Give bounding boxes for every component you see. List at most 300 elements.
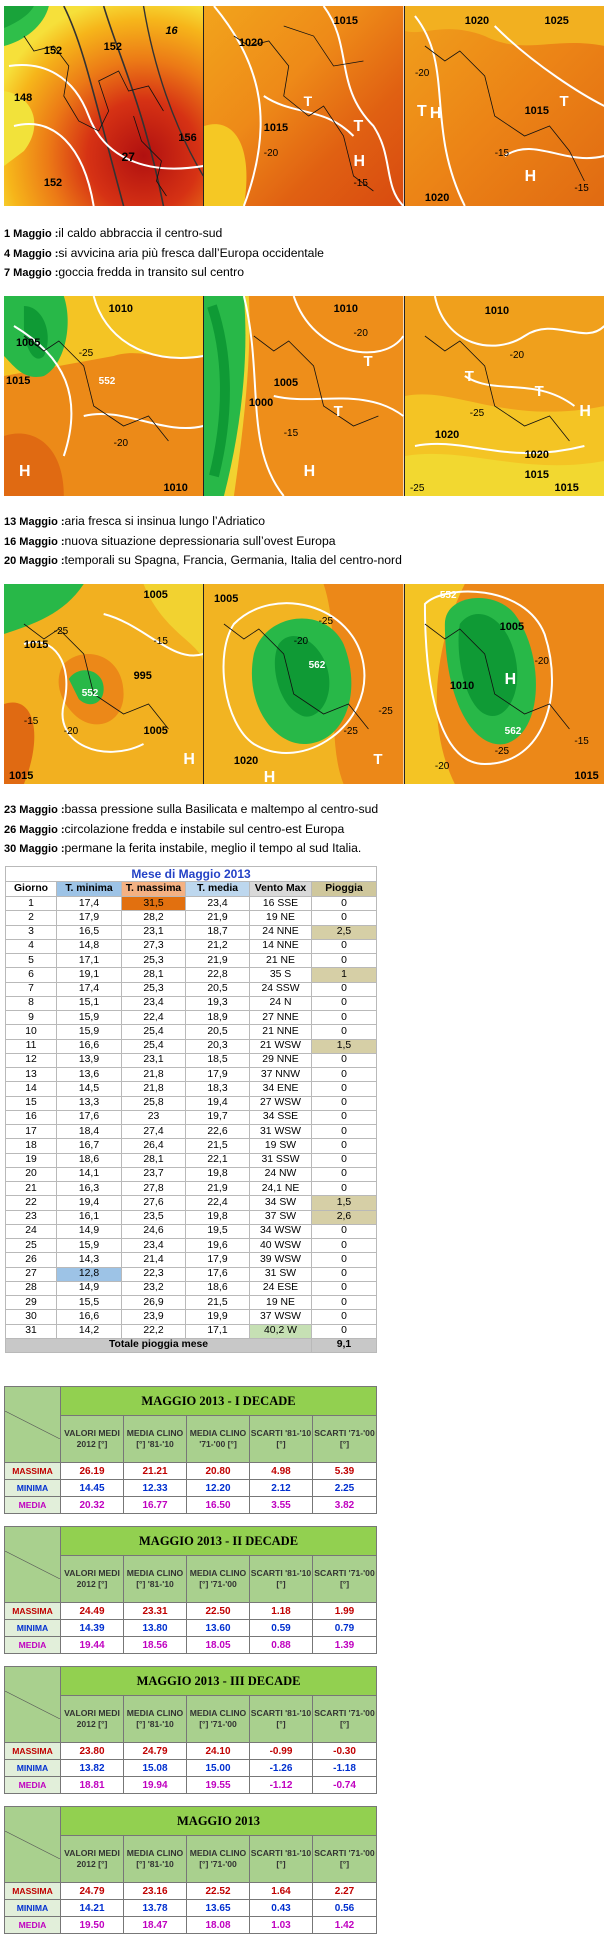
table-cell: 13.65 — [187, 1900, 250, 1917]
table-cell: 20 — [6, 1167, 57, 1181]
table-cell: 31 SSW — [250, 1153, 312, 1167]
table-cell: 20,5 — [186, 1025, 250, 1039]
svg-text:552: 552 — [439, 589, 457, 602]
caption-block-2 — [4, 512, 604, 571]
table-cell: 17,4 — [57, 897, 122, 911]
caption-block-3 — [4, 800, 604, 859]
svg-text:-15: -15 — [353, 177, 369, 190]
svg-text:-25: -25 — [343, 725, 359, 738]
table-cell: 17,9 — [186, 1253, 250, 1267]
table-cell: 15.08 — [124, 1760, 187, 1777]
table-cell: 13.60 — [187, 1620, 250, 1637]
table-cell: 39 WSW — [250, 1253, 312, 1267]
table-cell: 11 — [6, 1039, 57, 1053]
table-cell: 24 NNE — [250, 925, 312, 939]
row-label: MINIMA — [5, 1900, 61, 1917]
table-row — [6, 1224, 377, 1238]
table-row — [6, 1011, 377, 1025]
table-cell: 23,4 — [186, 897, 250, 911]
map-30-maggio — [405, 584, 604, 784]
table-cell: 16,6 — [57, 1039, 122, 1053]
table-cell: 14,1 — [57, 1167, 122, 1181]
decade-title: MAGGIO 2013 - III DECADE — [61, 1667, 377, 1696]
decade-title: MAGGIO 2013 - I DECADE — [61, 1387, 377, 1416]
svg-text:-20: -20 — [294, 635, 309, 648]
table-cell: 17,1 — [186, 1324, 250, 1338]
table-cell: 23.31 — [124, 1603, 187, 1620]
col-header: MEDIA CLINO [°] '81-'10 — [124, 1556, 187, 1603]
table-row — [5, 1480, 377, 1497]
caption-line: 30 Maggio :permane la ferita instabile, meglio il tempo al sud Italia. — [4, 841, 362, 855]
table-corner — [5, 1667, 61, 1743]
table-cell: 0 — [312, 1224, 377, 1238]
table-cell: 14,2 — [57, 1324, 122, 1338]
table-cell: 23,1 — [122, 925, 186, 939]
svg-text:1010: 1010 — [163, 481, 188, 495]
row-label: MEDIA — [5, 1777, 61, 1794]
table-cell: 22.50 — [187, 1603, 250, 1620]
table-row — [6, 954, 377, 968]
table-cell: 26,4 — [122, 1139, 186, 1153]
table-cell: 0 — [312, 1267, 377, 1281]
table-cell: 18 — [6, 1139, 57, 1153]
caption-line: 13 Maggio :aria fresca si insinua lungo l’Adriatico — [4, 514, 266, 528]
table-row — [6, 968, 377, 982]
table-cell: 19 NE — [250, 911, 312, 925]
svg-text:1020: 1020 — [234, 754, 259, 768]
svg-text:1020: 1020 — [464, 14, 489, 28]
svg-text:-25: -25 — [409, 482, 425, 495]
table-cell: 18,7 — [186, 925, 250, 939]
svg-text:-25: -25 — [318, 615, 334, 628]
table-cell: 2,6 — [312, 1210, 377, 1224]
caption-line: 7 Maggio :goccia fredda in transito sul centro — [4, 265, 245, 279]
table-cell: 21,9 — [186, 911, 250, 925]
table-cell: 19,1 — [57, 968, 122, 982]
table-cell: 0 — [312, 911, 377, 925]
table-cell: 18,6 — [186, 1281, 250, 1295]
table-cell: 20,5 — [186, 982, 250, 996]
table-cell: 24.79 — [124, 1743, 187, 1760]
table-row — [6, 982, 377, 996]
table-cell: 13.78 — [124, 1900, 187, 1917]
table-cell: 3 — [6, 925, 57, 939]
table-cell: 21.21 — [124, 1463, 187, 1480]
table-cell: 3.55 — [250, 1497, 313, 1514]
table-cell: 18.47 — [124, 1917, 187, 1934]
table-cell: 37 NNW — [250, 1068, 312, 1082]
table-cell: 20,3 — [186, 1039, 250, 1053]
table-cell: 18,5 — [186, 1053, 250, 1067]
table-cell: 0 — [312, 982, 377, 996]
table-cell: 12.33 — [124, 1480, 187, 1497]
table-cell: 29 — [6, 1296, 57, 1310]
table-cell: 22,4 — [186, 1196, 250, 1210]
svg-text:-25: -25 — [469, 407, 484, 420]
table-cell: 28 — [6, 1281, 57, 1295]
table-cell: 40,2 W — [250, 1324, 312, 1338]
svg-text:152: 152 — [43, 44, 63, 58]
table-cell: 16.77 — [124, 1497, 187, 1514]
table-cell: 12 — [6, 1053, 57, 1067]
svg-text:-15: -15 — [574, 735, 589, 748]
table-cell: 13,3 — [57, 1096, 122, 1110]
row-label: MINIMA — [5, 1760, 61, 1777]
svg-text:T: T — [303, 92, 313, 110]
table-row — [6, 1167, 377, 1181]
table-row — [6, 1025, 377, 1039]
table-cell: 23,5 — [122, 1210, 186, 1224]
col-header: SCARTI '71-'00 [°] — [313, 1556, 377, 1603]
table-cell: 23,2 — [122, 1281, 186, 1295]
table-cell: 0 — [312, 1068, 377, 1082]
table-cell: 1.18 — [250, 1603, 313, 1620]
table-cell: 19,4 — [57, 1196, 122, 1210]
table-row — [5, 1463, 377, 1480]
table-cell: 19,8 — [186, 1210, 250, 1224]
monthly-table-header — [6, 882, 377, 897]
table-row — [6, 1296, 377, 1310]
table-cell: 19,3 — [186, 996, 250, 1010]
table-cell: 17,1 — [57, 954, 122, 968]
table-cell: 15,9 — [57, 1011, 122, 1025]
table-cell: 0 — [312, 1011, 377, 1025]
table-cell: 25,4 — [122, 1025, 186, 1039]
table-cell: 26 — [6, 1253, 57, 1267]
table-row — [6, 1053, 377, 1067]
table-cell: 15,9 — [57, 1025, 122, 1039]
table-cell: 23.80 — [61, 1743, 124, 1760]
table-row — [6, 1267, 377, 1281]
decade-table — [4, 1526, 377, 1654]
table-cell: 0 — [312, 1281, 377, 1295]
svg-text:1015: 1015 — [23, 638, 49, 652]
svg-text:562: 562 — [504, 725, 521, 738]
table-cell: 31 WSW — [250, 1125, 312, 1139]
monthly-table-title: Mese di Maggio 2013 — [6, 867, 377, 882]
table-row — [6, 1310, 377, 1324]
table-row — [5, 1497, 377, 1514]
table-row — [6, 1196, 377, 1210]
table-cell: 14,3 — [57, 1253, 122, 1267]
table-cell: 1,5 — [312, 1039, 377, 1053]
table-row — [5, 1917, 377, 1934]
svg-text:T: T — [333, 402, 344, 421]
table-row — [6, 1139, 377, 1153]
table-cell: 0 — [312, 1239, 377, 1253]
svg-text:1000: 1000 — [249, 396, 274, 410]
col-header: Pioggia — [312, 882, 377, 897]
table-cell: -1.12 — [250, 1777, 313, 1794]
table-row — [6, 911, 377, 925]
table-cell: 14,9 — [57, 1281, 122, 1295]
table-cell: 16,6 — [57, 1310, 122, 1324]
table-cell: 19 NE — [250, 1296, 312, 1310]
table-cell: 25,3 — [122, 982, 186, 996]
table-cell: 19,8 — [186, 1167, 250, 1181]
table-cell: 12.20 — [187, 1480, 250, 1497]
table-cell: 23 — [122, 1110, 186, 1124]
map-1-maggio — [4, 6, 204, 206]
svg-text:1010: 1010 — [449, 679, 474, 693]
table-row — [5, 1883, 377, 1900]
svg-text:-20: -20 — [534, 655, 549, 668]
table-cell: 14 NNE — [250, 939, 312, 953]
table-cell: 20.32 — [61, 1497, 124, 1514]
table-cell: 2 — [6, 911, 57, 925]
table-cell: 21,8 — [122, 1082, 186, 1096]
table-cell: 21 — [6, 1182, 57, 1196]
map-23-maggio — [4, 584, 204, 784]
decade-title: MAGGIO 2013 — [61, 1807, 377, 1836]
table-cell: 21,9 — [186, 1182, 250, 1196]
table-row — [5, 1760, 377, 1777]
table-cell: 0 — [312, 1082, 377, 1096]
table-cell: 0 — [312, 1025, 377, 1039]
svg-text:T: T — [559, 92, 569, 111]
svg-text:H: H — [353, 152, 366, 171]
table-cell: 19,4 — [186, 1096, 250, 1110]
svg-text:-15: -15 — [494, 147, 509, 160]
table-cell: 0 — [312, 996, 377, 1010]
table-cell: 40 WSW — [250, 1239, 312, 1253]
caption-line: 20 Maggio :temporali su Spagna, Francia, Germania, Italia del centro-nord — [4, 553, 402, 567]
total-rain-row — [6, 1338, 377, 1352]
table-row — [5, 1637, 377, 1654]
table-cell: 26,9 — [122, 1296, 186, 1310]
table-cell: 1.39 — [313, 1637, 377, 1654]
svg-text:1005: 1005 — [143, 724, 168, 738]
table-cell: 1.64 — [250, 1883, 313, 1900]
decade-table — [4, 1386, 377, 1514]
table-cell: 1,5 — [312, 1196, 377, 1210]
table-cell: 34 WSW — [250, 1224, 312, 1238]
table-cell: 18,4 — [57, 1125, 122, 1139]
table-cell: 22,4 — [122, 1011, 186, 1025]
table-cell: 0.79 — [313, 1620, 377, 1637]
table-cell: 17,6 — [186, 1267, 250, 1281]
svg-text:148: 148 — [13, 91, 33, 105]
table-cell: 22,3 — [122, 1267, 186, 1281]
table-cell: 22,8 — [186, 968, 250, 982]
col-header: VALORI MEDI 2012 [°] — [61, 1416, 124, 1463]
table-cell: 2.12 — [250, 1480, 313, 1497]
table-cell: 1 — [6, 897, 57, 911]
table-cell: 14.45 — [61, 1480, 124, 1497]
table-cell: 2.25 — [313, 1480, 377, 1497]
svg-text:1020: 1020 — [424, 191, 449, 205]
table-cell: 14,5 — [57, 1082, 122, 1096]
table-cell: 17,6 — [57, 1110, 122, 1124]
col-header: MEDIA CLINO '71-'00 [°] — [187, 1416, 250, 1463]
decade-table — [4, 1666, 377, 1794]
svg-text:T: T — [464, 367, 474, 386]
svg-text:1020: 1020 — [524, 448, 549, 462]
svg-text:-25: -25 — [494, 745, 509, 758]
table-cell: 23,9 — [122, 1310, 186, 1324]
table-cell: 0 — [312, 1324, 377, 1338]
row-label: MASSIMA — [5, 1603, 61, 1620]
row-label: MEDIA — [5, 1637, 61, 1654]
table-cell: 25 — [6, 1239, 57, 1253]
table-row — [6, 1281, 377, 1295]
svg-text:1015: 1015 — [524, 104, 549, 118]
col-header: SCARTI '81-'10 [°] — [250, 1556, 313, 1603]
table-cell: 22,1 — [186, 1153, 250, 1167]
table-cell: 23,4 — [122, 1239, 186, 1253]
map-row-3 — [4, 584, 604, 784]
table-cell: 27,8 — [122, 1182, 186, 1196]
table-row — [6, 925, 377, 939]
table-cell: 23.16 — [124, 1883, 187, 1900]
table-cell: 0 — [312, 1096, 377, 1110]
table-cell: 0.43 — [250, 1900, 313, 1917]
table-row — [6, 1153, 377, 1167]
table-cell: 24,6 — [122, 1224, 186, 1238]
col-header: Vento Max — [250, 882, 312, 897]
caption-line: 16 Maggio :nuova situazione depressionaria sull’ovest Europa — [4, 533, 336, 548]
svg-text:-20: -20 — [353, 327, 369, 340]
table-cell: 0 — [312, 1053, 377, 1067]
table-cell: 18.05 — [187, 1637, 250, 1654]
table-cell: 15 — [6, 1096, 57, 1110]
table-cell: 13,6 — [57, 1068, 122, 1082]
svg-text:152: 152 — [103, 40, 122, 54]
table-cell: 21,5 — [186, 1296, 250, 1310]
table-cell: 22.52 — [187, 1883, 250, 1900]
svg-text:995: 995 — [133, 669, 152, 683]
table-cell: 24 ESE — [250, 1281, 312, 1295]
total-rain-label: Totale pioggia mese — [6, 1338, 312, 1352]
svg-text:-15: -15 — [284, 427, 299, 440]
svg-text:1005: 1005 — [499, 620, 524, 634]
svg-text:1020: 1020 — [434, 428, 459, 442]
table-cell: 0 — [312, 1110, 377, 1124]
table-row — [6, 1125, 377, 1139]
svg-text:H: H — [183, 750, 195, 769]
table-cell: 19,9 — [186, 1310, 250, 1324]
caption-line: 26 Maggio :circolazione fredda e instabile sul centro-est Europa — [4, 821, 345, 836]
table-cell: 31 SW — [250, 1267, 312, 1281]
map-4-maggio — [204, 6, 404, 206]
caption-block-1 — [4, 224, 604, 283]
table-row — [6, 1324, 377, 1338]
table-corner — [5, 1387, 61, 1463]
table-cell: 24.10 — [187, 1743, 250, 1760]
col-header: MEDIA CLINO [°] '81-'10 — [124, 1416, 187, 1463]
table-cell: 24 N — [250, 996, 312, 1010]
table-cell: 17 — [6, 1125, 57, 1139]
table-cell: 16,3 — [57, 1182, 122, 1196]
svg-text:H: H — [429, 104, 442, 123]
svg-text:-20: -20 — [414, 67, 430, 80]
table-cell: 37 WSW — [250, 1310, 312, 1324]
table-cell: 21,4 — [122, 1253, 186, 1267]
table-cell: 18,9 — [186, 1011, 250, 1025]
table-cell: 17,9 — [57, 911, 122, 925]
row-label: MINIMA — [5, 1480, 61, 1497]
table-cell: 23,1 — [122, 1053, 186, 1067]
table-cell: 28,2 — [122, 911, 186, 925]
decade-table — [4, 1806, 377, 1934]
table-cell: 13 — [6, 1068, 57, 1082]
col-header: T. media — [186, 882, 250, 897]
col-header: Giorno — [6, 882, 57, 897]
svg-text:H: H — [524, 167, 536, 186]
table-cell: -0.99 — [250, 1743, 313, 1760]
col-header: MEDIA CLINO [°] '71-'00 — [187, 1696, 250, 1743]
svg-text:-20: -20 — [113, 437, 129, 450]
caption-line: 4 Maggio :si avvicina aria più fresca dall’Europa occidentale — [4, 245, 324, 260]
table-cell: 19,7 — [186, 1110, 250, 1124]
svg-text:1020: 1020 — [239, 36, 264, 50]
table-cell: 7 — [6, 982, 57, 996]
table-cell: 24,1 NE — [250, 1182, 312, 1196]
table-cell: 15.00 — [187, 1760, 250, 1777]
table-row — [5, 1603, 377, 1620]
row-label: MEDIA — [5, 1497, 61, 1514]
table-cell: 14,8 — [57, 939, 122, 953]
map-26-maggio — [204, 584, 404, 784]
svg-text:H: H — [504, 670, 516, 689]
svg-text:-25: -25 — [78, 347, 94, 360]
svg-text:T: T — [353, 117, 364, 136]
svg-text:1010: 1010 — [484, 304, 509, 318]
table-row — [6, 1210, 377, 1224]
row-label: MASSIMA — [5, 1743, 61, 1760]
table-cell: 22,2 — [122, 1324, 186, 1338]
table-cell: 1.99 — [313, 1603, 377, 1620]
table-cell: 15,5 — [57, 1296, 122, 1310]
svg-text:1015: 1015 — [8, 769, 34, 783]
table-cell: 16,5 — [57, 925, 122, 939]
table-row — [6, 1110, 377, 1124]
row-label: MINIMA — [5, 1620, 61, 1637]
svg-text:152: 152 — [43, 176, 63, 190]
table-cell: 27,6 — [122, 1196, 186, 1210]
table-cell: 21,5 — [186, 1139, 250, 1153]
table-cell: 0 — [312, 939, 377, 953]
svg-text:1015: 1015 — [524, 468, 549, 482]
table-cell: 14.39 — [61, 1620, 124, 1637]
table-cell: 0 — [312, 1153, 377, 1167]
table-cell: 24 NW — [250, 1167, 312, 1181]
svg-text:1005: 1005 — [15, 336, 41, 350]
table-cell: 24 — [6, 1224, 57, 1238]
svg-text:1015: 1015 — [333, 14, 359, 28]
map-16-maggio — [204, 296, 404, 496]
svg-text:T: T — [534, 382, 544, 401]
table-cell: 24 SSW — [250, 982, 312, 996]
table-cell: 0 — [312, 954, 377, 968]
table-cell: 31,5 — [122, 897, 186, 911]
col-header: SCARTI '71-'00 [°] — [313, 1836, 377, 1883]
table-cell: 13.82 — [61, 1760, 124, 1777]
svg-text:-20: -20 — [63, 725, 79, 738]
svg-text:552: 552 — [98, 375, 116, 388]
svg-text:-15: -15 — [23, 715, 39, 728]
table-cell: 5.39 — [313, 1463, 377, 1480]
map-13-maggio — [4, 296, 204, 496]
table-cell: 2,5 — [312, 925, 377, 939]
svg-text:H: H — [18, 462, 31, 481]
svg-text:1015: 1015 — [554, 481, 579, 495]
svg-text:-25: -25 — [378, 705, 394, 718]
table-cell: 27 NNE — [250, 1011, 312, 1025]
table-cell: 23 — [6, 1210, 57, 1224]
table-cell: 24.49 — [61, 1603, 124, 1620]
table-cell: 0 — [312, 897, 377, 911]
